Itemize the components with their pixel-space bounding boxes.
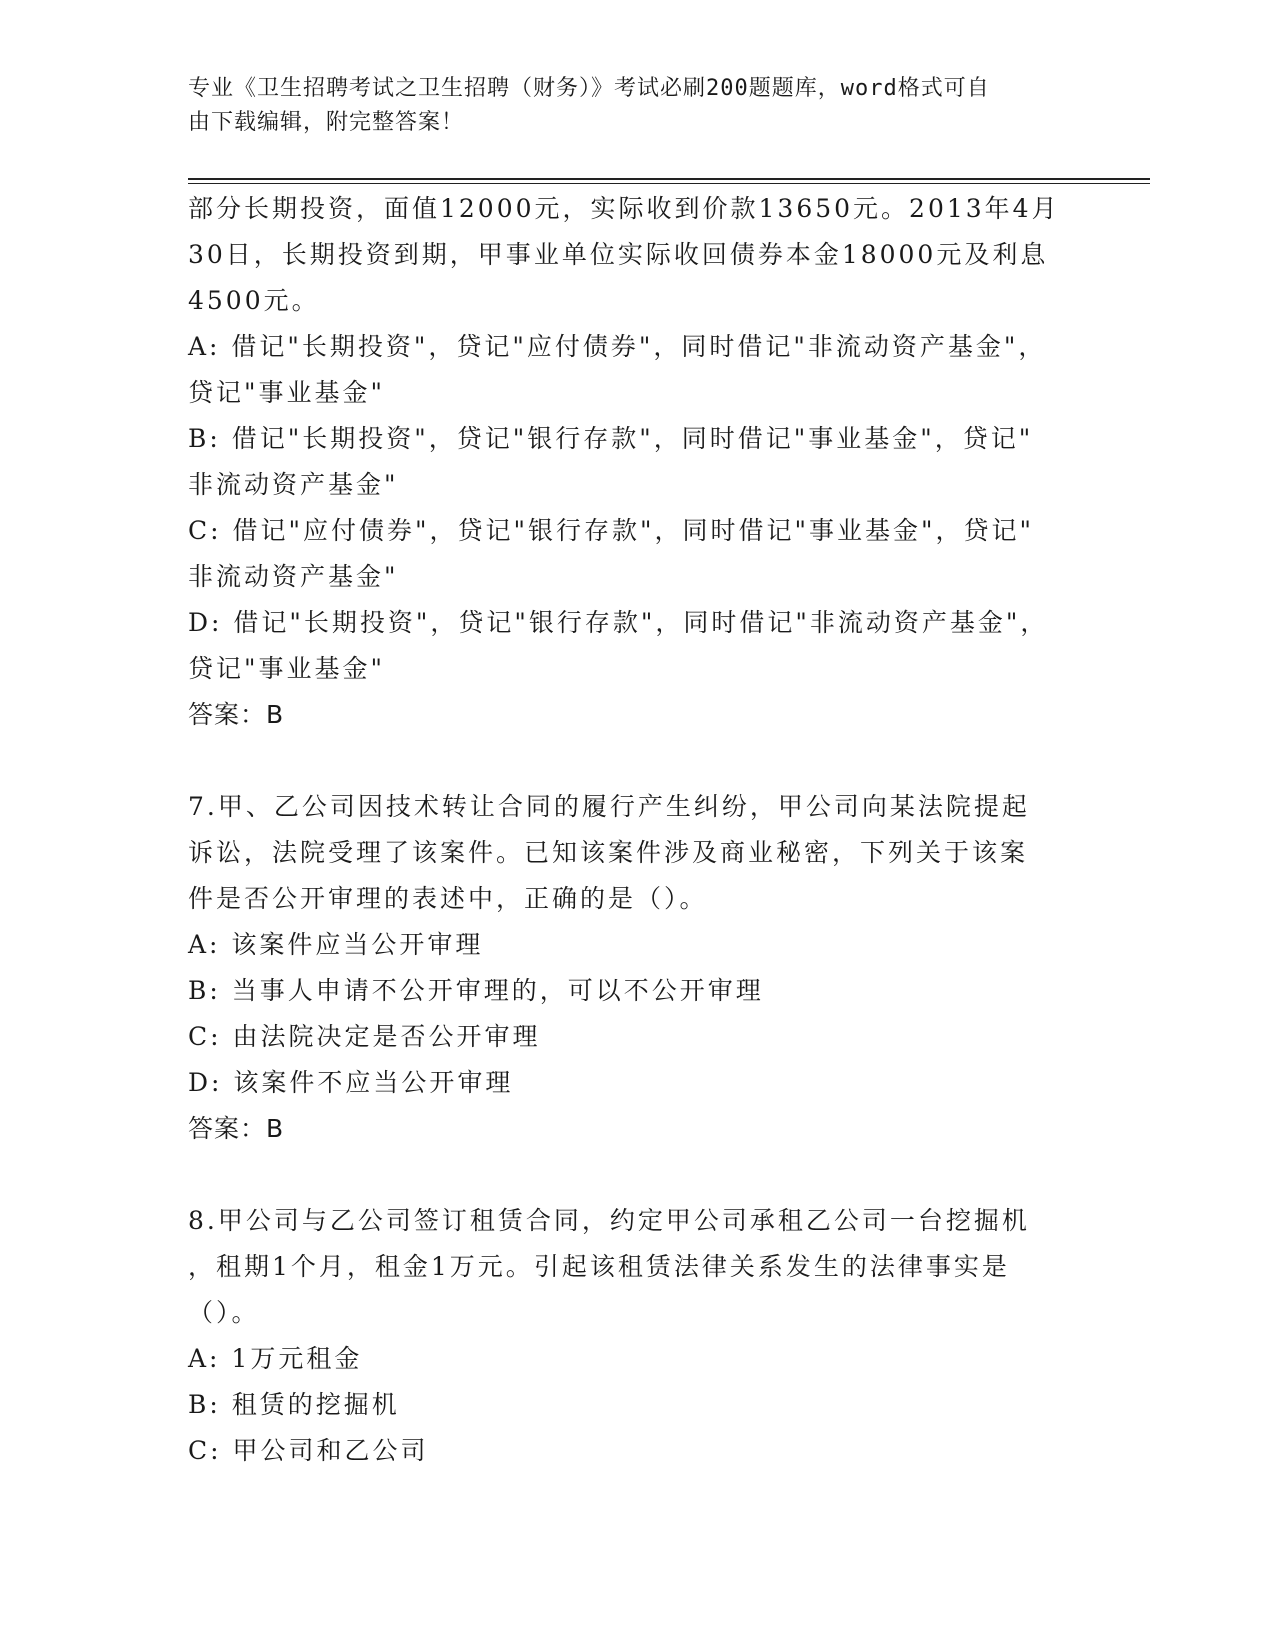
question-6-option-c: 非流动资产基金" — [188, 562, 399, 591]
question-7-option-b: B: 当事人申请不公开审理的，可以不公开审理 — [188, 976, 764, 1005]
question-6-stem: 30日，长期投资到期，甲事业单位实际收回债券本金18000元及利息 — [188, 240, 1049, 269]
question-7 — [188, 784, 1068, 1152]
header-divider-thin — [188, 183, 1150, 184]
question-6-option-c: C: 借记"应付债券"，贷记"银行存款"，同时借记"事业基金"，贷记" — [188, 516, 1034, 545]
header-line-1: 专业《卫生招聘考试之卫生招聘（财务）》考试必刷200题题库，word格式可自 — [188, 76, 990, 101]
question-8-stem: 8.甲公司与乙公司签订租赁合同，约定甲公司承租乙公司一台挖掘机 — [188, 1206, 1030, 1235]
page-header — [188, 72, 1068, 140]
header-divider-thick — [188, 178, 1150, 180]
spacer — [188, 738, 1068, 784]
question-6 — [188, 186, 1068, 738]
spacer — [188, 1152, 1068, 1198]
question-6-stem: 4500元。 — [188, 286, 320, 315]
question-7-answer: 答案：B — [188, 1114, 285, 1143]
question-8-option-a: A: 1万元租金 — [188, 1344, 363, 1373]
question-7-option-a: A: 该案件应当公开审理 — [188, 930, 484, 959]
question-7-stem: 7.甲、乙公司因技术转让合同的履行产生纠纷，甲公司向某法院提起 — [188, 792, 1030, 821]
header-line-2: 由下载编辑，附完整答案！ — [188, 110, 465, 135]
question-6-stem: 部分长期投资，面值12000元，实际收到价款13650元。2013年4月 — [188, 194, 1060, 223]
question-6-option-d: D: 借记"长期投资"，贷记"银行存款"，同时借记"非流动资产基金"， — [188, 608, 1049, 637]
question-6-option-a: A: 借记"长期投资"，贷记"应付债券"，同时借记"非流动资产基金"， — [188, 332, 1047, 361]
question-6-option-b: 非流动资产基金" — [188, 470, 399, 499]
question-6-answer: 答案：B — [188, 700, 285, 729]
question-6-option-b: B: 借记"长期投资"，贷记"银行存款"，同时借记"事业基金"，贷记" — [188, 424, 1034, 453]
question-8 — [188, 1198, 1068, 1474]
question-7-option-c: C: 由法院决定是否公开审理 — [188, 1022, 541, 1051]
question-6-option-d: 贷记"事业基金" — [188, 654, 385, 683]
question-8-stem: ，租期1个月，租金1万元。引起该租赁法律关系发生的法律事实是 — [188, 1252, 1010, 1281]
document-body — [188, 186, 1068, 1474]
question-8-option-b: B: 租赁的挖掘机 — [188, 1390, 400, 1419]
question-7-stem: 件是否公开审理的表述中，正确的是（）。 — [188, 884, 708, 913]
question-7-stem: 诉讼，法院受理了该案件。已知该案件涉及商业秘密，下列关于该案 — [188, 838, 1029, 867]
question-8-stem: （）。 — [188, 1298, 260, 1327]
question-8-option-c: C: 甲公司和乙公司 — [188, 1436, 429, 1465]
question-6-option-a: 贷记"事业基金" — [188, 378, 385, 407]
question-7-option-d: D: 该案件不应当公开审理 — [188, 1068, 514, 1097]
